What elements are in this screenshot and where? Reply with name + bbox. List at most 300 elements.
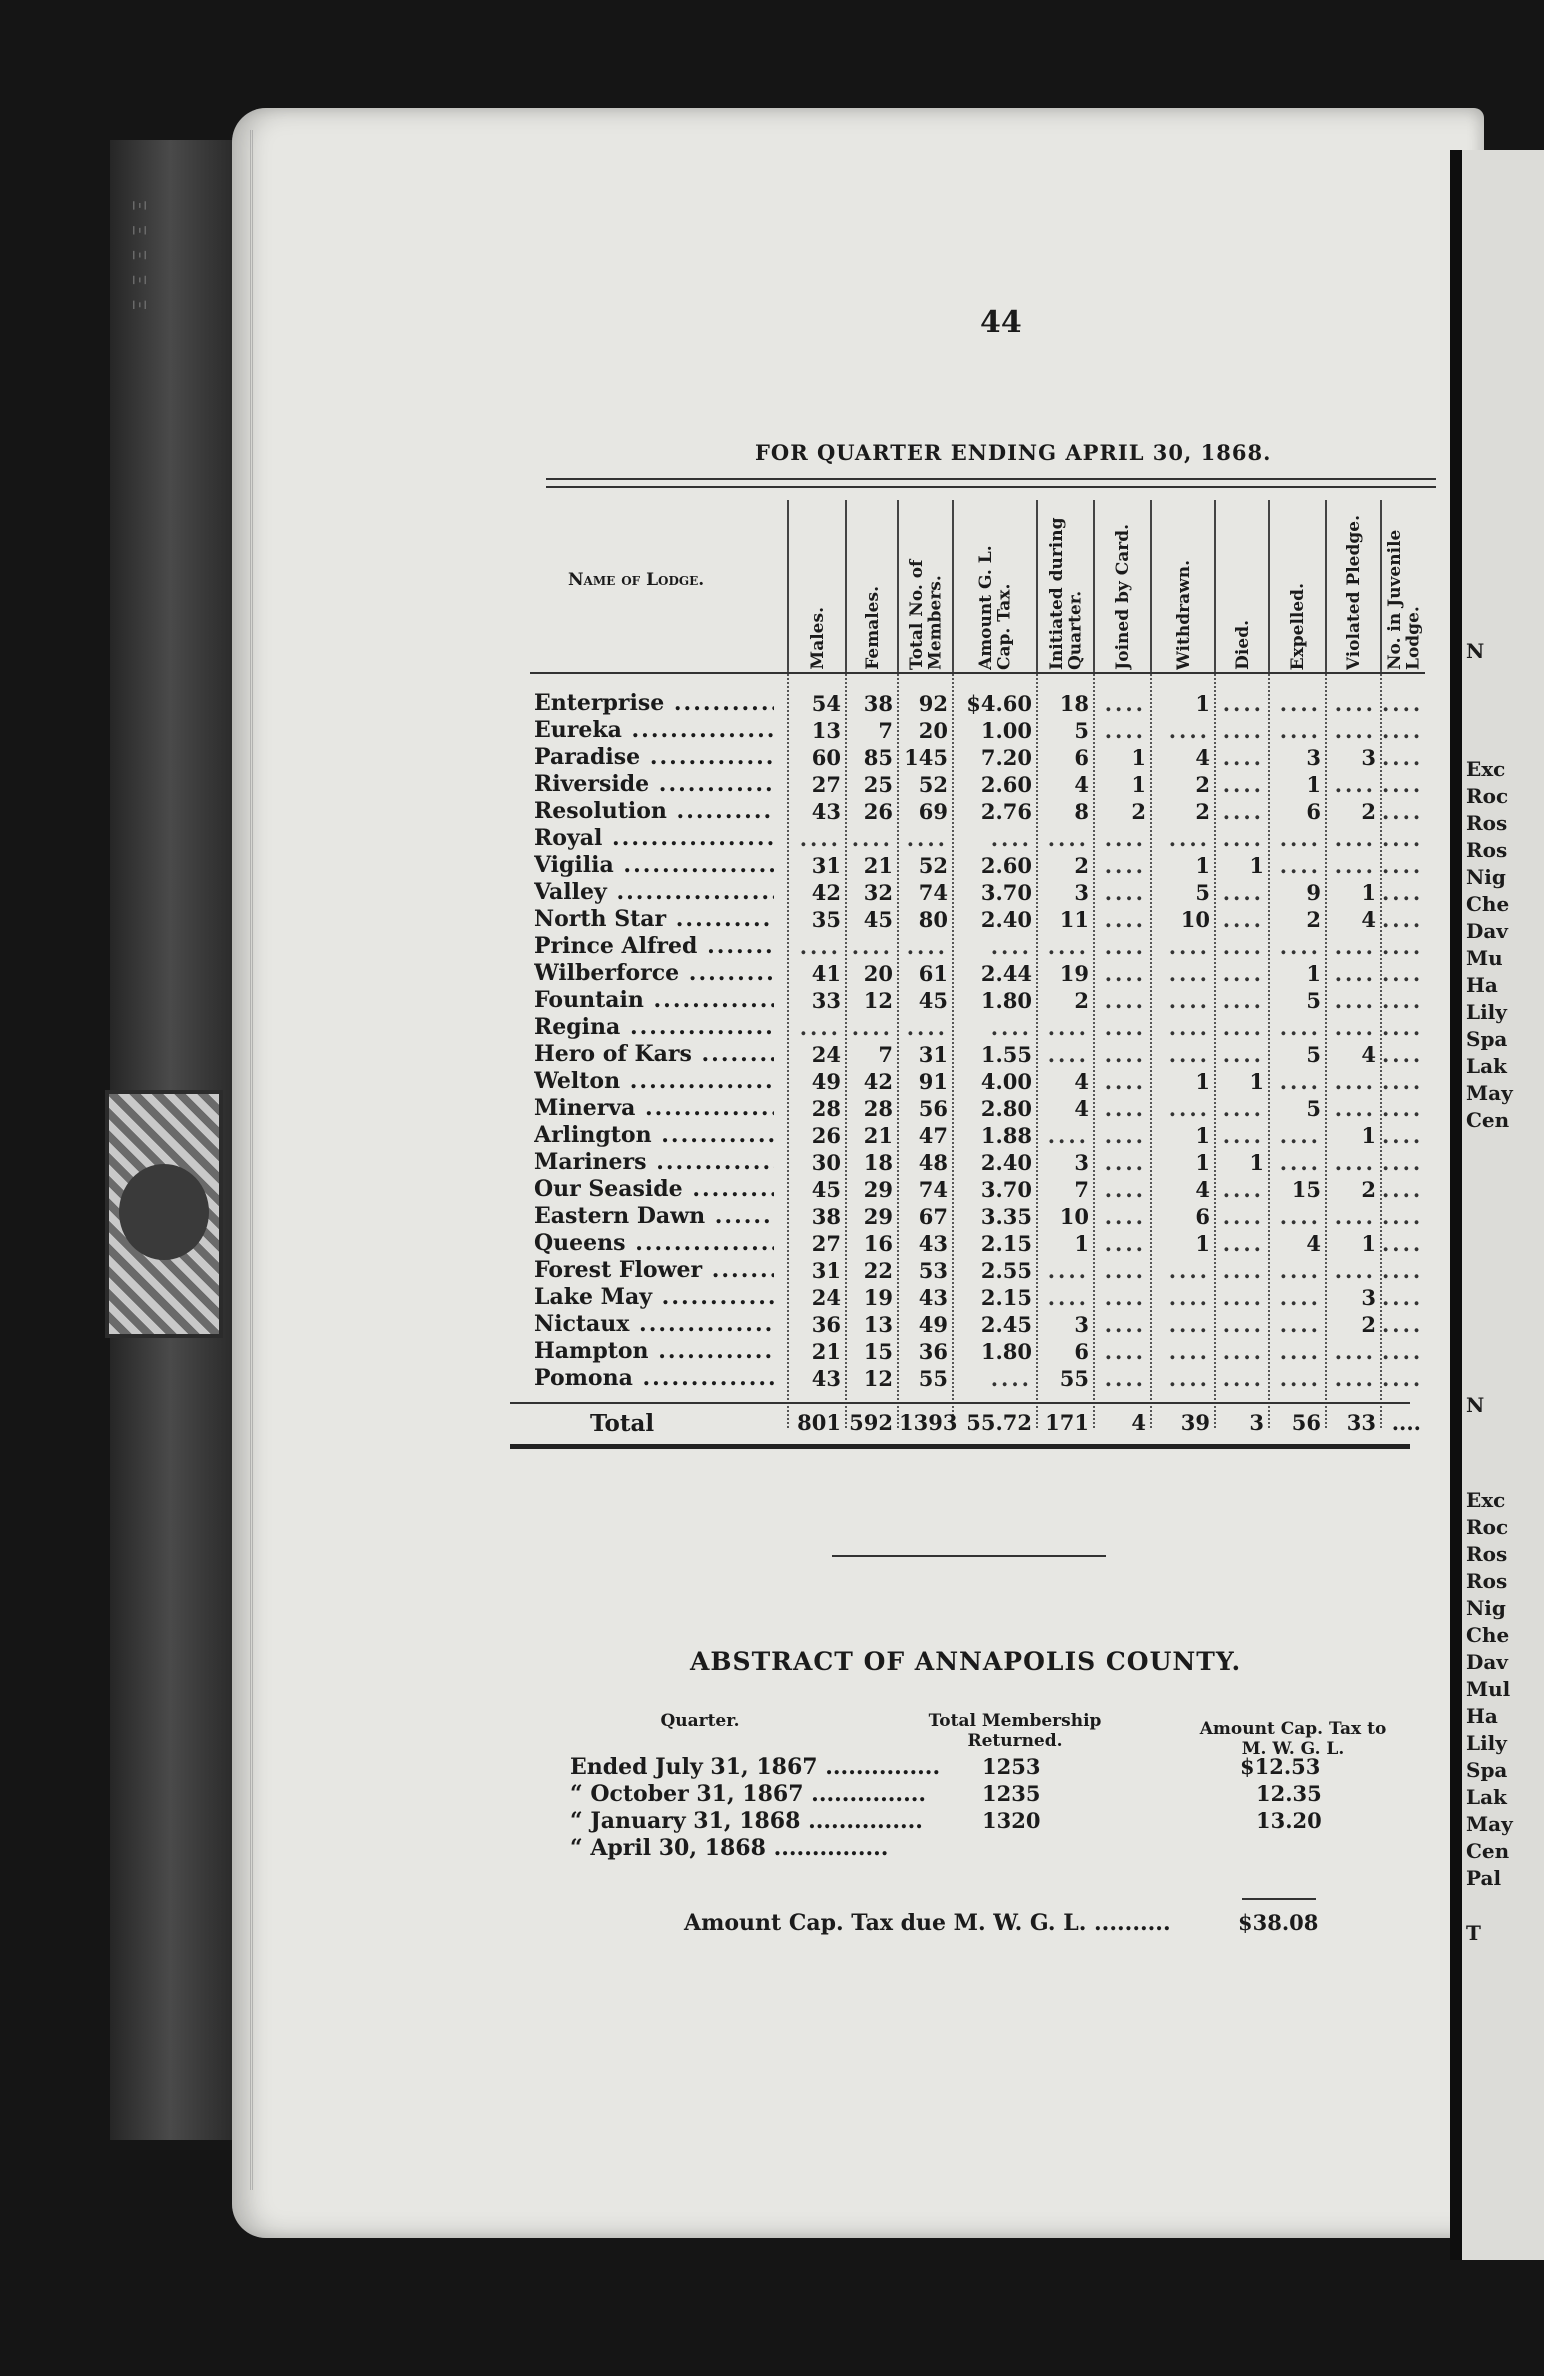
total-cell: 801 <box>797 1410 841 1435</box>
lodge-cell: 2 <box>1306 907 1321 932</box>
lodge-cell: 2 <box>1361 1312 1376 1337</box>
right-page-lodge-fragment: Dav <box>1466 919 1508 943</box>
lodge-cell: 43 <box>811 1366 841 1391</box>
lodge-cell: .... <box>1222 934 1264 959</box>
lodge-cell: .... <box>1222 1204 1264 1229</box>
lodge-name: Arlington ..... <box>534 1122 774 1149</box>
lodge-cell: 30 <box>811 1150 841 1175</box>
lodge-cell: 20 <box>918 718 948 743</box>
section-separator <box>832 1555 1106 1557</box>
lodge-cell: .... <box>1222 772 1264 797</box>
lodge-cell: 92 <box>918 691 948 716</box>
lodge-cell: .... <box>1047 1258 1089 1283</box>
lodge-cell: 80 <box>918 907 948 932</box>
lodge-cell: 9 <box>1306 880 1321 905</box>
right-page-lodge-fragment: Cen <box>1466 1839 1510 1863</box>
lodge-cell: 52 <box>918 853 948 878</box>
lodge-row <box>530 825 1424 852</box>
lodge-cell: 1 <box>1074 1231 1089 1256</box>
lodge-cell: 16 <box>863 1231 893 1256</box>
lodge-cell: .... <box>1382 988 1424 1013</box>
lodge-row <box>530 1257 1424 1284</box>
column-header-1 <box>787 500 847 670</box>
lodge-cell: 3 <box>1074 880 1089 905</box>
lodge-cell: .... <box>1382 934 1424 959</box>
lodge-cell: 53 <box>918 1258 948 1283</box>
lodge-cell: 1 <box>1361 1231 1376 1256</box>
lodge-cell: .... <box>1104 880 1146 905</box>
lodge-row <box>530 690 1424 717</box>
lodge-cell: .... <box>1382 1069 1424 1094</box>
abstract-membership: 1320 <box>982 1808 1041 1833</box>
lodge-row <box>530 717 1424 744</box>
lodge-cell: 10 <box>1180 907 1210 932</box>
lodge-cell: 85 <box>863 745 893 770</box>
lodge-name: Welton ..... <box>534 1068 774 1095</box>
lodge-name: Resolution ..... <box>534 798 774 825</box>
lodge-cell: 1.00 <box>980 718 1032 743</box>
lodge-cell: 12 <box>863 988 893 1013</box>
right-page-lodge-fragment: Exc <box>1466 757 1506 781</box>
lodge-cell: .... <box>1222 1366 1264 1391</box>
lodge-row <box>530 1014 1424 1041</box>
lodge-cell: 4 <box>1306 1231 1321 1256</box>
lodge-name: North Star ..... <box>534 906 774 933</box>
lodge-cell: .... <box>1334 988 1376 1013</box>
column-header-text: Joined by Card. <box>1113 524 1134 670</box>
abstract-tax-header: Amount Cap. Tax to M. W. G. L. <box>1199 1719 1387 1759</box>
spine-label: ΞΞΞΞΞ <box>128 200 149 325</box>
column-header-text: Died. <box>1232 620 1253 670</box>
lodge-cell: .... <box>1222 1096 1264 1121</box>
lodge-cell: .... <box>1382 1150 1424 1175</box>
lodge-cell: .... <box>1104 1042 1146 1067</box>
column-header-text: No. in Juvenile Lodge. <box>1384 529 1424 670</box>
lodge-cell: .... <box>1382 1285 1424 1310</box>
lodge-cell: 13 <box>811 718 841 743</box>
lodge-row <box>530 1122 1424 1149</box>
lodge-cell: .... <box>1334 691 1376 716</box>
abstract-title: ABSTRACT OF ANNAPOLIS COUNTY. <box>690 1647 1242 1676</box>
lodge-cell: 36 <box>918 1339 948 1364</box>
lodge-cell: 3.70 <box>980 880 1032 905</box>
lodge-cell: .... <box>1279 1285 1321 1310</box>
column-header-10 <box>1325 500 1382 670</box>
lodge-cell: .... <box>1382 907 1424 932</box>
lodge-name: Regina ..... <box>534 1014 774 1041</box>
abstract-quarter <box>570 1808 923 1834</box>
lodge-cell: 21 <box>863 853 893 878</box>
abstract-leader-dots: ............... <box>803 1781 927 1807</box>
lodge-cell: .... <box>1334 961 1376 986</box>
column-header-5 <box>1036 500 1095 670</box>
lodge-row <box>530 798 1424 825</box>
abstract-leader-dots: ............... <box>800 1808 923 1834</box>
right-page-lodge-fragment: May <box>1466 1081 1513 1105</box>
lodge-cell: 1 <box>1195 1231 1210 1256</box>
lodge-cell: .... <box>1104 1150 1146 1175</box>
lodge-cell: 2.45 <box>980 1312 1032 1337</box>
lodge-row <box>530 1338 1424 1365</box>
lodge-cell: .... <box>1104 1231 1146 1256</box>
lodge-name: Wilberforce ..... <box>534 960 774 987</box>
lodge-cell: 69 <box>918 799 948 824</box>
lodge-cell: 1 <box>1131 772 1146 797</box>
lodge-cell: 26 <box>863 799 893 824</box>
lodge-cell: 1 <box>1361 880 1376 905</box>
column-header-text: Violated Pledge. <box>1344 514 1365 670</box>
right-page-lodge-fragment: Spa <box>1466 1027 1508 1051</box>
lodge-cell: .... <box>1222 826 1264 851</box>
right-page-lodge-fragment: Mul <box>1466 1677 1511 1701</box>
lodge-cell: 27 <box>811 772 841 797</box>
lodge-cell: 1 <box>1249 1150 1264 1175</box>
right-page-lodge-fragment: Dav <box>1466 1650 1508 1674</box>
lodge-row <box>530 906 1424 933</box>
total-top-rule <box>510 1402 1410 1404</box>
lodge-cell: 145 <box>904 745 948 770</box>
lodge-cell: .... <box>1104 907 1146 932</box>
lodge-cell: 1.88 <box>980 1123 1032 1148</box>
lodge-cell: 2 <box>1361 1177 1376 1202</box>
abstract-sum-rule <box>1242 1898 1316 1900</box>
lodge-cell: 56 <box>918 1096 948 1121</box>
lodge-cell: 3 <box>1074 1312 1089 1337</box>
lodge-name: Hero of Kars ..... <box>534 1041 774 1068</box>
abstract-total-label <box>684 1910 1171 1936</box>
total-cell: 4 <box>1131 1410 1146 1435</box>
lodge-cell: .... <box>1104 1177 1146 1202</box>
right-page-lodge-fragment: Ros <box>1466 838 1508 862</box>
lodge-cell: 36 <box>811 1312 841 1337</box>
lodge-cell: 29 <box>863 1204 893 1229</box>
lodge-name: Prince Alfred ..... <box>534 933 774 960</box>
right-page-lodge-fragment: Nig <box>1466 865 1506 889</box>
right-page-lodge-fragment: Roc <box>1466 1515 1509 1539</box>
lodge-cell: 2 <box>1074 853 1089 878</box>
right-page-lodge-fragment: Ros <box>1466 1542 1508 1566</box>
abstract-quarter-header: Quarter. <box>660 1711 740 1731</box>
lodge-cell: $4.60 <box>966 691 1032 716</box>
lodge-cell: .... <box>1222 799 1264 824</box>
lodge-cell: 4 <box>1361 907 1376 932</box>
lodge-cell: .... <box>1168 1312 1210 1337</box>
total-cell: .... <box>1391 1410 1421 1435</box>
lodge-row <box>530 1068 1424 1095</box>
lodge-cell: 54 <box>811 691 841 716</box>
lodge-cell: .... <box>1104 853 1146 878</box>
lodge-name: Riverside ..... <box>534 771 774 798</box>
lodge-cell: .... <box>1334 1339 1376 1364</box>
lodge-row <box>530 1041 1424 1068</box>
right-page-lodge-fragment: Cen <box>1466 1108 1510 1132</box>
lodge-cell: .... <box>990 1366 1032 1391</box>
lodge-cell: .... <box>1382 691 1424 716</box>
lodge-cell: .... <box>1222 745 1264 770</box>
abstract-tax: 13.20 <box>1256 1808 1322 1833</box>
lodge-cell: 2.80 <box>980 1096 1032 1121</box>
lodge-cell: 38 <box>863 691 893 716</box>
lodge-cell: 6 <box>1074 745 1089 770</box>
lodge-cell: .... <box>1382 1231 1424 1256</box>
lodge-cell: .... <box>851 826 893 851</box>
lodge-cell: .... <box>1168 718 1210 743</box>
abstract-leader-dots: ............... <box>765 1835 889 1861</box>
lodge-cell: .... <box>1382 853 1424 878</box>
right-page-lodge-fragment: Pal <box>1466 1866 1502 1890</box>
page-edges <box>250 130 265 2190</box>
lodge-name: Queens ..... <box>534 1230 774 1257</box>
right-page-lodge-fragment: Ros <box>1466 1569 1508 1593</box>
lodge-row <box>530 1230 1424 1257</box>
name-of-lodge-header: Name of Lodge. <box>568 570 705 590</box>
total-cell: 56 <box>1291 1410 1321 1435</box>
lodge-cell: 1 <box>1195 1069 1210 1094</box>
lodge-cell: 45 <box>811 1177 841 1202</box>
lodge-cell: .... <box>1047 1285 1089 1310</box>
column-header-11 <box>1380 500 1427 670</box>
abstract-tax: $12.53 <box>1240 1754 1321 1779</box>
lodge-cell: .... <box>1222 1015 1264 1040</box>
abstract-quarter-text: “ April 30, 1868 <box>570 1835 766 1861</box>
lodge-cell: 45 <box>863 907 893 932</box>
lodge-cell: 5 <box>1195 880 1210 905</box>
lodge-cell: .... <box>1104 1204 1146 1229</box>
lodge-cell: 49 <box>918 1312 948 1337</box>
lodge-cell: 4 <box>1361 1042 1376 1067</box>
page-gutter <box>1450 150 1462 2260</box>
lodge-cell: .... <box>906 826 948 851</box>
total-label: Total <box>590 1410 655 1437</box>
lodge-cell: 4 <box>1195 745 1210 770</box>
lodge-cell: .... <box>1168 1258 1210 1283</box>
right-page-lodge-fragment: Mu <box>1466 946 1503 970</box>
lodge-cell: .... <box>1104 1258 1146 1283</box>
column-header-text: Expelled. <box>1288 582 1309 670</box>
lodge-cell: 3 <box>1361 745 1376 770</box>
lodge-cell: 61 <box>918 961 948 986</box>
lodge-cell: .... <box>851 1015 893 1040</box>
column-header-6 <box>1093 500 1152 670</box>
lodge-cell: 3.35 <box>980 1204 1032 1229</box>
lodge-cell: .... <box>1104 826 1146 851</box>
column-header-7 <box>1150 500 1216 670</box>
lodge-cell: 28 <box>863 1096 893 1121</box>
lodge-cell: 6 <box>1306 799 1321 824</box>
lodge-cell: 4 <box>1074 1069 1089 1094</box>
lodge-cell: 20 <box>863 961 893 986</box>
lodge-name: Eureka ..... <box>534 717 774 744</box>
lodge-cell: .... <box>1104 1069 1146 1094</box>
lodge-row <box>530 1284 1424 1311</box>
lodge-cell: 7 <box>878 1042 893 1067</box>
column-header-2 <box>845 500 899 670</box>
lodge-cell: .... <box>1222 988 1264 1013</box>
column-header-8 <box>1214 500 1270 670</box>
lodge-cell: 7 <box>1074 1177 1089 1202</box>
lodge-cell: 5 <box>1306 988 1321 1013</box>
abstract-quarter-text: “ January 31, 1868 <box>570 1808 801 1834</box>
lodge-cell: .... <box>851 934 893 959</box>
right-page-lodge-fragment: Exc <box>1466 1488 1506 1512</box>
lodge-cell: 33 <box>811 988 841 1013</box>
lodge-cell: 1 <box>1195 1123 1210 1148</box>
lodge-name: Mariners ..... <box>534 1149 774 1176</box>
lodge-cell: 74 <box>918 1177 948 1202</box>
lodge-name: Royal ..... <box>534 825 774 852</box>
lodge-cell: .... <box>1382 1258 1424 1283</box>
lodge-cell: .... <box>1382 826 1424 851</box>
table-top-rule <box>546 478 1436 480</box>
lodge-cell: 49 <box>811 1069 841 1094</box>
lodge-name: Vigilia ..... <box>534 852 774 879</box>
lodge-cell: .... <box>1279 1366 1321 1391</box>
lodge-cell: .... <box>1222 718 1264 743</box>
lodge-cell: 43 <box>918 1285 948 1310</box>
lodge-cell: .... <box>1334 772 1376 797</box>
lodge-cell: .... <box>1047 1123 1089 1148</box>
lodge-row <box>530 987 1424 1014</box>
bookmark-ribbon <box>105 1090 223 1338</box>
abstract-quarter-text: Ended July 31, 1867 <box>570 1754 818 1780</box>
lodge-cell: 32 <box>863 880 893 905</box>
lodge-cell: .... <box>1168 826 1210 851</box>
lodge-cell: .... <box>1104 934 1146 959</box>
lodge-cell: 15 <box>1291 1177 1321 1202</box>
abstract-tax: 12.35 <box>1256 1781 1322 1806</box>
column-header-text: Males. <box>807 607 828 670</box>
lodge-cell: .... <box>1279 853 1321 878</box>
right-page-lodge-fragment: Lak <box>1466 1785 1507 1809</box>
lodge-cell: .... <box>1168 961 1210 986</box>
lodge-cell: .... <box>1279 934 1321 959</box>
lodge-cell: 28 <box>811 1096 841 1121</box>
lodge-cell: 2.40 <box>980 907 1032 932</box>
lodge-cell: .... <box>1334 1096 1376 1121</box>
lodge-cell: 2 <box>1195 772 1210 797</box>
ribbon-emblem <box>119 1164 209 1260</box>
lodge-cell: 2.44 <box>980 961 1032 986</box>
lodge-row <box>530 852 1424 879</box>
lodge-cell: 31 <box>811 1258 841 1283</box>
column-header-text: Females. <box>862 586 883 670</box>
lodge-cell: .... <box>1279 1204 1321 1229</box>
right-page-lodge-fragment: Nig <box>1466 1596 1506 1620</box>
lodge-cell: .... <box>1334 826 1376 851</box>
lodge-cell: 1 <box>1306 961 1321 986</box>
lodge-cell: .... <box>1382 961 1424 986</box>
lodge-name: Paradise ..... <box>534 744 774 771</box>
abstract-quarter-text: “ October 31, 1867 <box>570 1781 804 1807</box>
right-page-total-fragment: T <box>1466 1921 1481 1945</box>
lodge-cell: .... <box>990 1015 1032 1040</box>
right-page-header-fragment: N <box>1466 639 1485 663</box>
lodge-cell: .... <box>990 826 1032 851</box>
lodge-cell: 91 <box>918 1069 948 1094</box>
total-cell: 1393 <box>899 1410 958 1435</box>
right-page-lodge-fragment: Spa <box>1466 1758 1508 1782</box>
total-cell: 39 <box>1180 1410 1210 1435</box>
abstract-total-text: Amount Cap. Tax due M. W. G. L. <box>684 1910 1087 1936</box>
lodge-cell: 19 <box>1059 961 1089 986</box>
lodge-cell: 38 <box>811 1204 841 1229</box>
lodge-cell: .... <box>1382 1015 1424 1040</box>
lodge-cell: .... <box>1382 1042 1424 1067</box>
column-header-text: Total No. of Members. <box>906 559 946 670</box>
lodge-cell: .... <box>1382 745 1424 770</box>
lodge-cell: 18 <box>1059 691 1089 716</box>
lodge-cell: .... <box>1279 691 1321 716</box>
lodge-row <box>530 1176 1424 1203</box>
lodge-cell: .... <box>1222 1231 1264 1256</box>
lodge-cell: 21 <box>863 1123 893 1148</box>
lodge-cell: 2.15 <box>980 1285 1032 1310</box>
lodge-cell: 22 <box>863 1258 893 1283</box>
lodge-cell: 27 <box>811 1231 841 1256</box>
lodge-cell: 2 <box>1074 988 1089 1013</box>
lodge-cell: 29 <box>863 1177 893 1202</box>
right-page-header-fragment: N <box>1466 1393 1485 1417</box>
lodge-cell: .... <box>1279 826 1321 851</box>
lodge-name: Nictaux ..... <box>534 1311 774 1338</box>
column-header-text: Amount G. L. Cap. Tax. <box>976 545 1015 670</box>
lodge-cell: 18 <box>863 1150 893 1175</box>
lodge-cell: .... <box>1222 1339 1264 1364</box>
lodge-cell: 2.60 <box>980 772 1032 797</box>
lodge-cell: 6 <box>1074 1339 1089 1364</box>
right-page-lodge-fragment: Ha <box>1466 973 1498 997</box>
right-page-lodge-fragment: Che <box>1466 1623 1510 1647</box>
total-bottom-rule <box>510 1444 1410 1449</box>
lodge-cell: .... <box>1279 1312 1321 1337</box>
lodge-cell: .... <box>1104 988 1146 1013</box>
lodge-cell: 47 <box>918 1123 948 1148</box>
lodge-cell: 13 <box>863 1312 893 1337</box>
lodge-cell: .... <box>1168 1339 1210 1364</box>
lodge-cell: 55 <box>918 1366 948 1391</box>
lodge-cell: .... <box>1222 880 1264 905</box>
lodge-cell: .... <box>1279 1339 1321 1364</box>
lodge-cell: .... <box>1279 1015 1321 1040</box>
abstract-membership: 1253 <box>982 1754 1041 1779</box>
header-bottom-rule <box>530 672 1425 674</box>
lodge-cell: 15 <box>863 1339 893 1364</box>
lodge-cell: .... <box>1222 691 1264 716</box>
total-cell: 55.72 <box>966 1410 1032 1435</box>
lodge-cell: 41 <box>811 961 841 986</box>
lodge-cell: .... <box>1382 1177 1424 1202</box>
lodge-cell: .... <box>1382 1366 1424 1391</box>
lodge-cell: 11 <box>1059 907 1089 932</box>
lodge-row <box>530 879 1424 906</box>
lodge-cell: 1 <box>1306 772 1321 797</box>
lodge-row <box>530 744 1424 771</box>
lodge-row <box>530 1149 1424 1176</box>
lodge-cell: 10 <box>1059 1204 1089 1229</box>
lodge-row <box>530 771 1424 798</box>
lodge-cell: .... <box>1382 1312 1424 1337</box>
lodge-cell: .... <box>1382 718 1424 743</box>
lodge-cell: 1 <box>1249 853 1264 878</box>
page-number: 44 <box>980 305 1022 340</box>
lodge-name: Forest Flower ..... <box>534 1257 774 1284</box>
lodge-cell: .... <box>906 934 948 959</box>
lodge-cell: 2.76 <box>980 799 1032 824</box>
lodge-cell: 26 <box>811 1123 841 1148</box>
lodge-cell: .... <box>1168 934 1210 959</box>
column-header-9 <box>1268 500 1327 670</box>
lodge-name: Minerva ..... <box>534 1095 774 1122</box>
